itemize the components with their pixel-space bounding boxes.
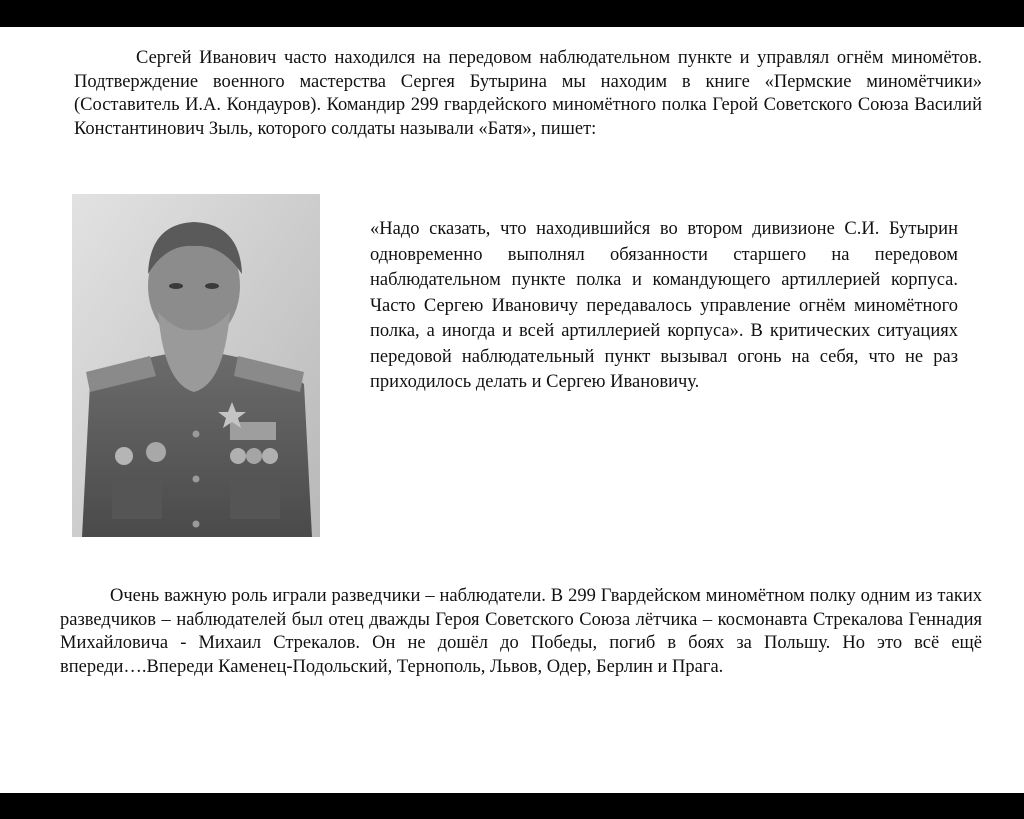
closing-paragraph: Очень важную роль играли разведчики – наблюдатели. В 299 Гвардейском миномётном полку одним из таких разведчиков – наблюдателей был отец дважды Героя Советского Союза лётчика – космонавта Стрекалова Геннадия Михайловича - Михаил Стрекалов. Он не дошёл до Победы, погиб в боях за Польшу. Но это всё ещё впереди….Впереди Каменец-Подольский, Тернополь, Львов, Одер, Берлин и Прага. [60,586,982,677]
intro-paragraph: Сергей Иванович часто находился на передовом наблюдательном пункте и управлял огнём миномётов. Подтверждение военного мастерства Сергея Бутырина мы находим в книге «Пермские миномётчики» (Составитель И.А. Кондауров). Командир 299 гвардейского миномётного полка Герой Советского Союза Василий Константинович Зыль, которого солдаты называли «Батя», пишет: [74,48,982,139]
portrait-image [72,194,320,537]
portrait-photo [72,194,320,537]
document-page [0,27,1024,793]
quote-paragraph: «Надо сказать, что находившийся во втором дивизионе С.И. Бутырин одновременно выполнял обязанности старшего на передовом наблюдательном пункте полка и командующего артиллерией корпуса. Часто Сергею Ивановичу передавалось управление огнём миномётного полка, а иногда и всей артиллерией корпуса». В критических ситуациях передовой наблюдательный пункт вызывал огонь на себя, что не раз приходилось делать и Сергею Ивановичу. [370,219,958,392]
